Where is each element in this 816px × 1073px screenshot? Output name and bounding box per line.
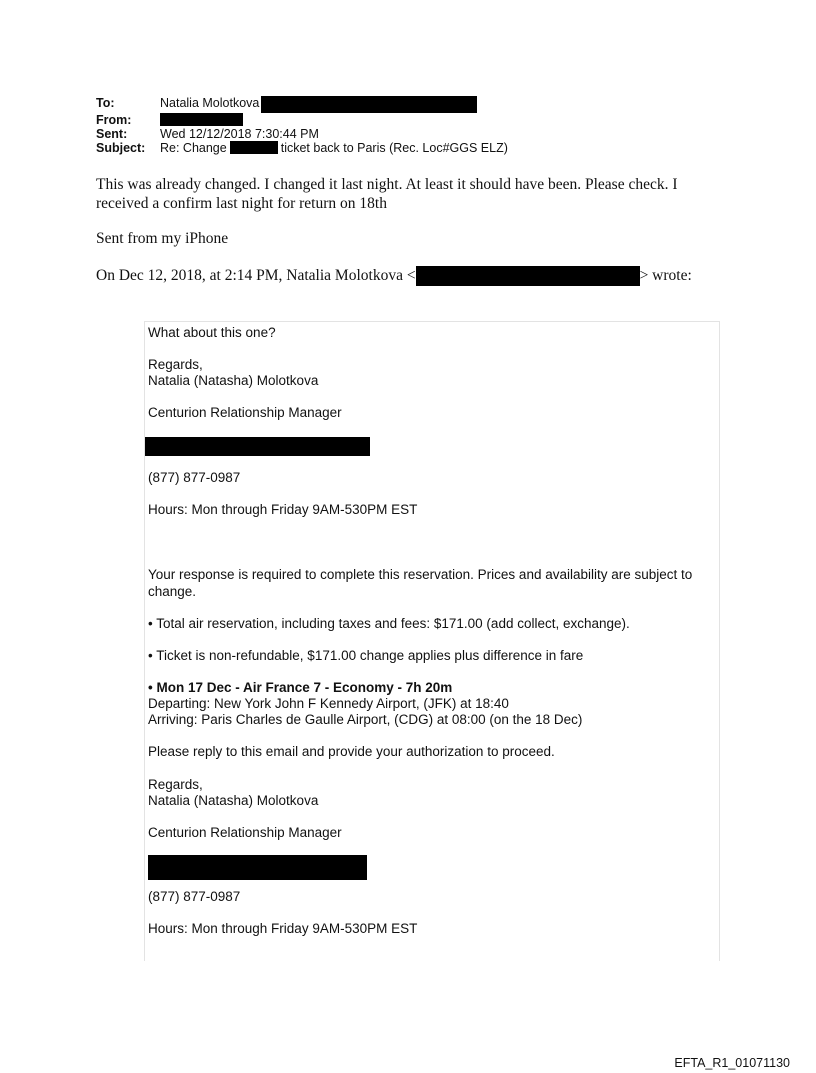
subject-suffix: ticket back to Paris (Rec. Loc#GGS ELZ): [280, 141, 508, 155]
bullet-ticket: • Ticket is non-refundable, $171.00 change applies plus difference in fare: [148, 648, 584, 663]
redaction-signature-1: [145, 437, 370, 456]
signature-title-1: Centurion Relationship Manager: [148, 405, 342, 420]
redaction-from: [160, 113, 243, 126]
flight-departing: Departing: New York John F Kennedy Airport, (JFK) at 18:40: [148, 696, 509, 711]
redaction-signature-2: [148, 855, 367, 880]
attribution-suffix: > wrote:: [639, 267, 692, 284]
email-header: [96, 96, 508, 155]
from-row: [96, 113, 508, 127]
subject-prefix: Re: Change: [160, 141, 227, 155]
redaction-to-email: [261, 96, 477, 113]
redaction-subject: [230, 141, 278, 154]
response-required: Your response is required to complete this reservation. Prices and availability are subject to change.: [148, 567, 693, 599]
subject-label: Subject:: [96, 141, 146, 155]
regards-2: Regards,: [148, 777, 203, 792]
reply-paragraph: This was already changed. I changed it last night. At least it should have been. Please check. I received a confirm last night for return on 18th: [96, 176, 678, 212]
signature-phone-2: (877) 877-0987: [148, 889, 241, 904]
quoted-message: [144, 321, 720, 961]
sent-row: [96, 127, 508, 141]
regards-1: Regards,: [148, 357, 203, 372]
flight-heading: • Mon 17 Dec - Air France 7 - Economy - 7h 20m: [148, 680, 453, 695]
document-id: EFTA_R1_01071130: [674, 1056, 790, 1070]
signature-title-2: Centurion Relationship Manager: [148, 825, 342, 840]
signature-hours-1: Hours: Mon through Friday 9AM-530PM EST: [148, 502, 418, 517]
sent-value: Wed 12/12/2018 7:30:44 PM: [160, 127, 319, 141]
to-label: To:: [96, 96, 115, 110]
signature-name-2: Natalia (Natasha) Molotkova: [148, 793, 319, 808]
sent-label: Sent:: [96, 127, 128, 141]
reply-request: Please reply to this email and provide your authorization to proceed.: [148, 744, 555, 759]
from-label: From:: [96, 113, 132, 127]
signature-hours-2: Hours: Mon through Friday 9AM-530PM EST: [148, 921, 418, 936]
bullet-total: • Total air reservation, including taxes and fees: $171.00 (add collect, exchange).: [148, 616, 630, 631]
flight-arriving: Arriving: Paris Charles de Gaulle Airport, (CDG) at 08:00 (on the 18 Dec): [148, 712, 583, 727]
to-value: Natalia Molotkova: [160, 96, 260, 110]
subject-row: [96, 141, 508, 155]
signature-name-1: Natalia (Natasha) Molotkova: [148, 373, 319, 388]
reply-attribution: [96, 266, 692, 286]
to-row: [96, 96, 508, 113]
redaction-sender-email: [416, 266, 640, 286]
reply-signature: Sent from my iPhone: [96, 230, 229, 247]
attribution-prefix: On Dec 12, 2018, at 2:14 PM, Natalia Molotkova <: [96, 267, 416, 284]
quoted-question: What about this one?: [148, 325, 276, 340]
signature-phone-1: (877) 877-0987: [148, 470, 241, 485]
